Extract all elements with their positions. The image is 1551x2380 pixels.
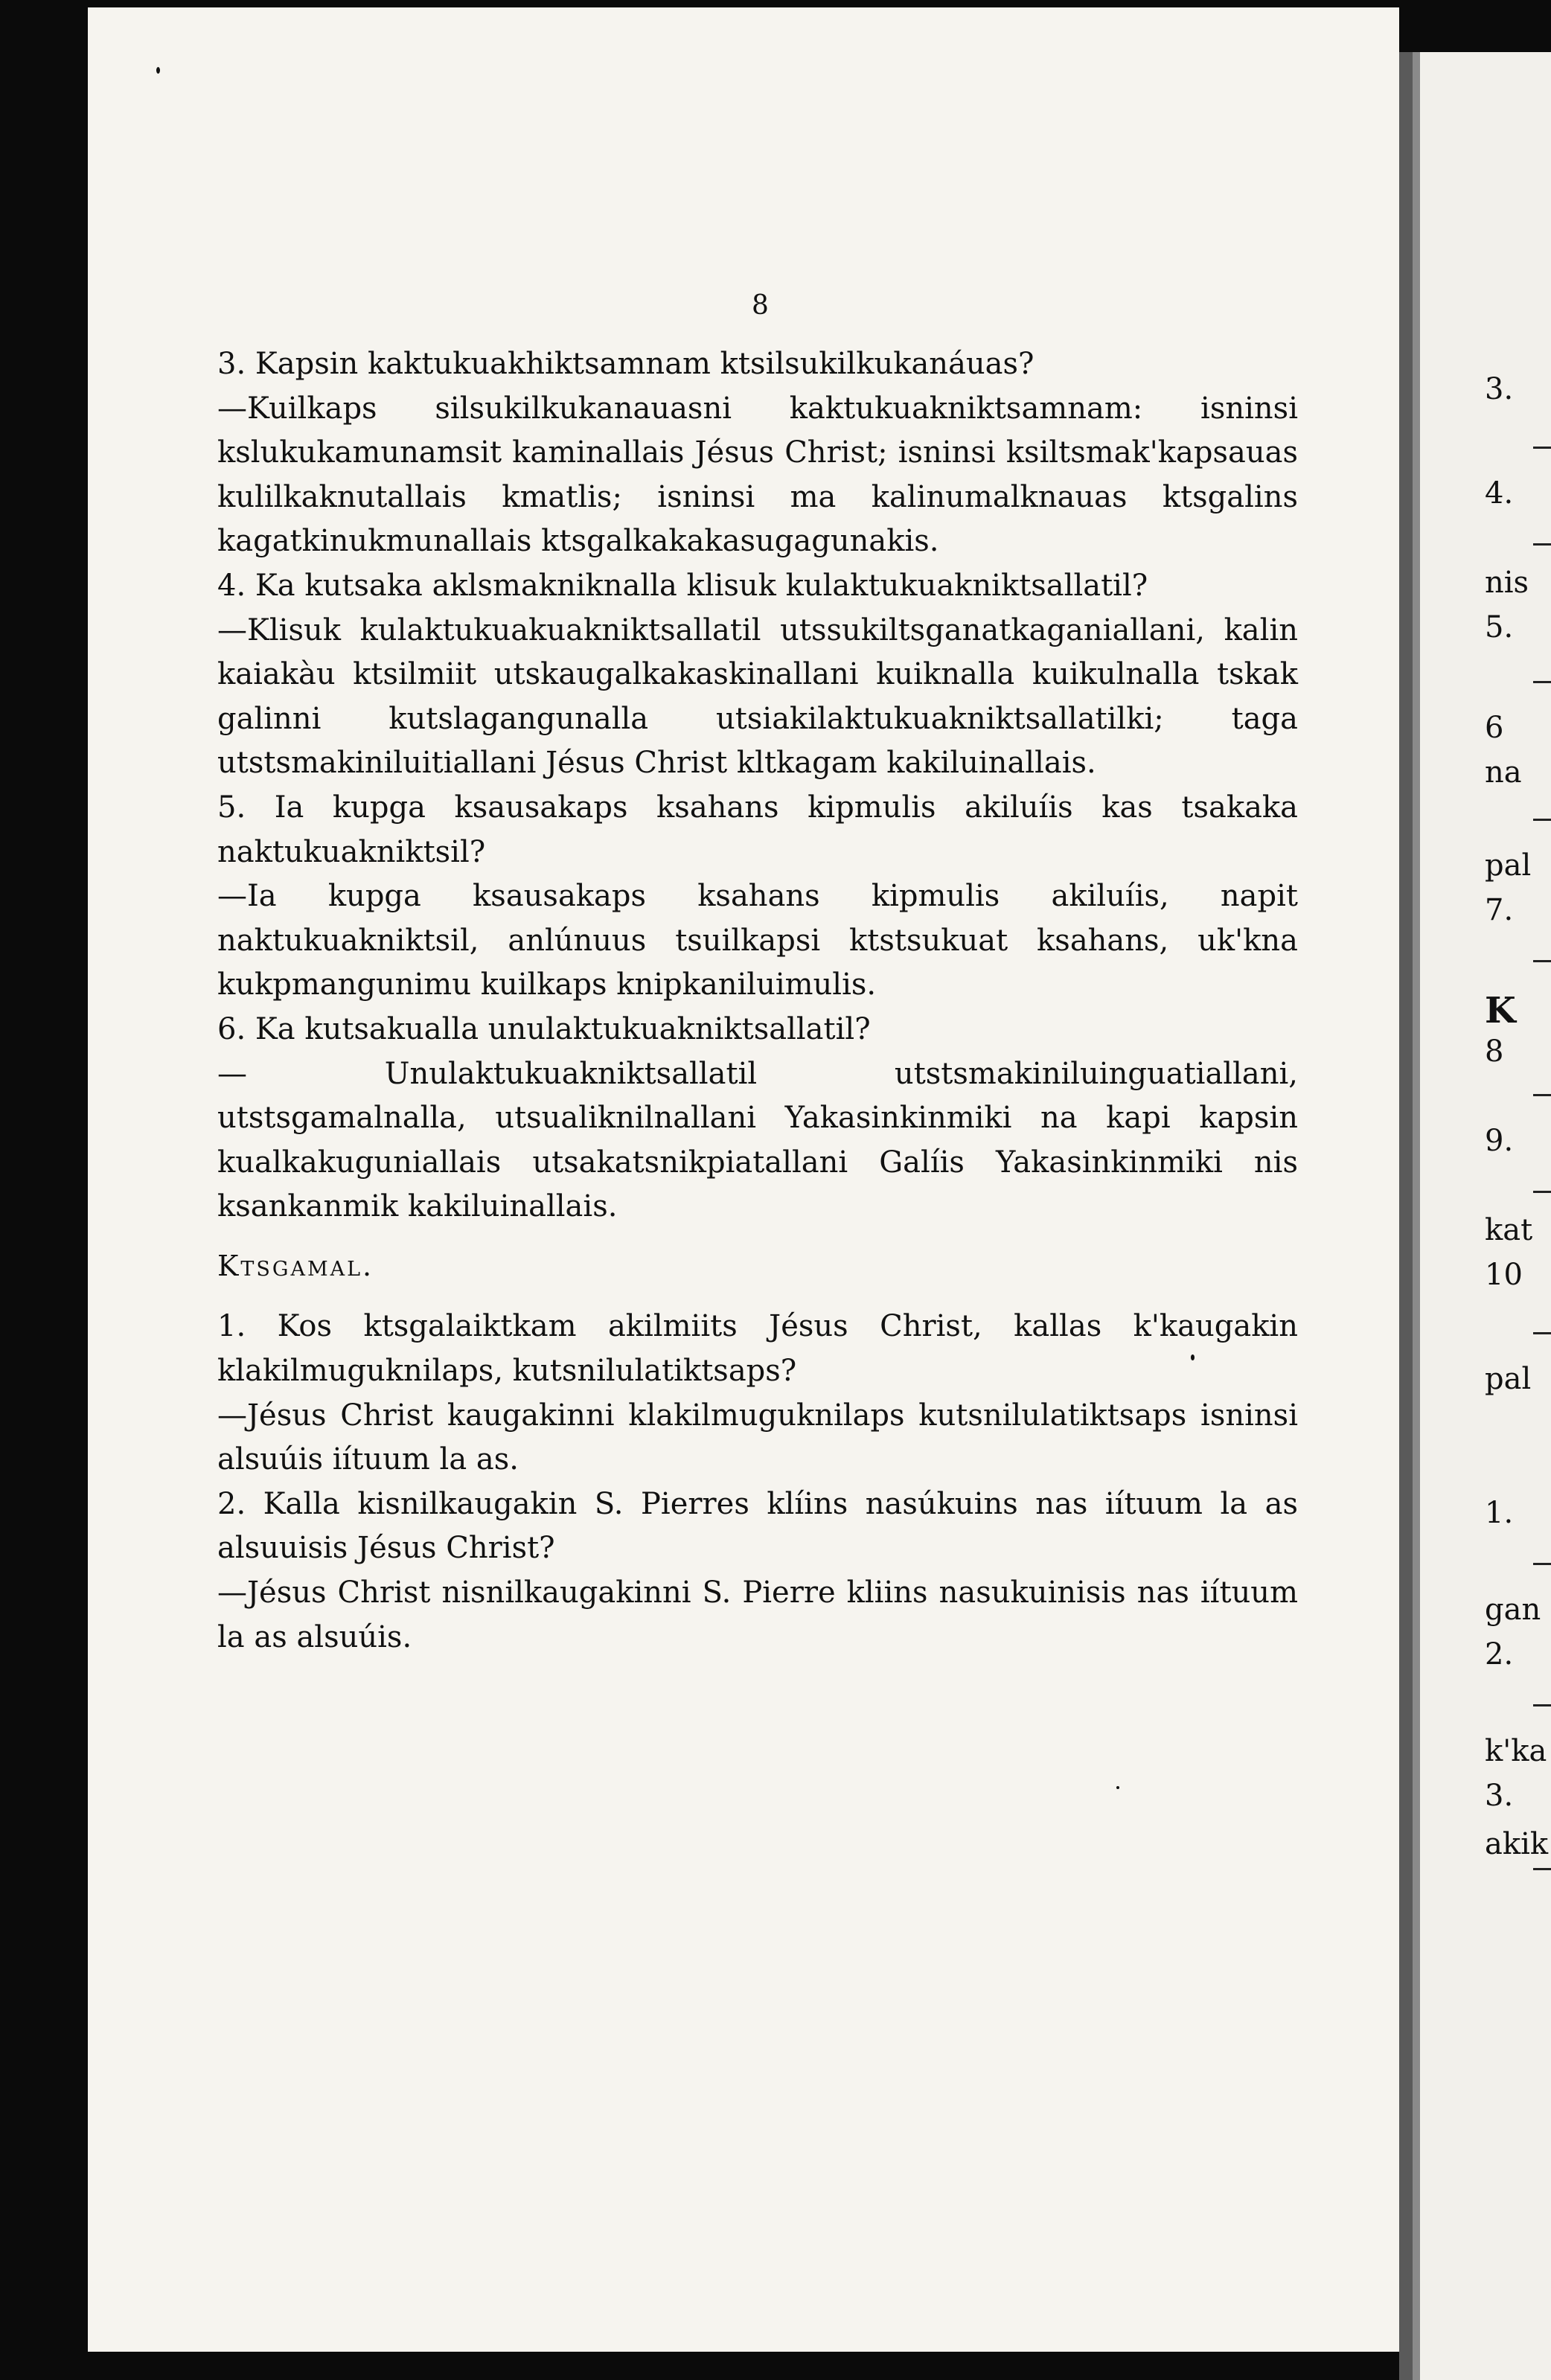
facing-fragment: akik — [1485, 1827, 1549, 1861]
facing-fragment: K — [1485, 990, 1516, 1031]
page-number: 8 — [752, 290, 769, 321]
facing-dash — [1533, 543, 1551, 546]
facing-dash — [1533, 447, 1551, 449]
page-body — [217, 342, 1298, 1660]
facing-fragment: nis — [1485, 566, 1529, 600]
section-paragraph-a2: —Jésus Christ nisnilkaugakinni S. Pierre kliins nasukuinisis nas iítuum la as alsuúis. — [217, 1576, 1298, 1654]
facing-dash — [1533, 819, 1551, 821]
paragraph-q4: 4. Ka kutsaka aklsmakniknalla klisuk kulaktukuakniktsallatil? — [217, 568, 1148, 603]
facing-fragment: na — [1485, 755, 1522, 790]
facing-fragment: 8 — [1485, 1034, 1504, 1069]
facing-fragment: 7. — [1485, 893, 1514, 927]
section-title: Ktsgamal. — [217, 1249, 374, 1282]
scan-speck — [1191, 1354, 1195, 1360]
paragraph-a4: —Klisuk kulaktukuakuakniktsallatil utssukiltsganatkaganiallani, kalin kaiakàu ktsilmiit utskaugalkakaskinallani kuiknalla kuikulnalla tskak galinni kutslagangunalla utsiakilaktukuakniktsallatilki; taga utstsmakiniluitiallani Jésus Christ kltkagam kakiluinallais. — [217, 612, 1298, 781]
facing-dash — [1533, 1191, 1551, 1193]
facing-dash — [1533, 1704, 1551, 1706]
facing-fragment: 6 — [1485, 711, 1504, 745]
book-gutter — [1399, 52, 1413, 2380]
facing-dash — [1533, 960, 1551, 962]
book-gutter-shadow — [1413, 52, 1420, 2380]
section-paragraph-q2: 2. Kalla kisnilkaugakin S. Pierres klíins nasúkuins nas iítuum la as alsuuisis Jésus Christ? — [217, 1486, 1298, 1566]
facing-dash — [1533, 1563, 1551, 1565]
paragraph-q3: 3. Kapsin kaktukuakhiktsamnam ktsilsukilkukanáuas? — [217, 347, 1034, 381]
paragraph-a5: —Ia kupga ksausakaps ksahans kipmulis akiluíis, napit naktukuakniktsil, anlúnuus tsuilkapsi ktstsukuat ksahans, uk'kna kukpmangunimu kuilkaps knipkaniluimulis. — [217, 879, 1298, 1002]
facing-fragment: 9. — [1485, 1124, 1514, 1158]
paragraph-a6: — Unulaktukuakniktsallatil utstsmakiniluinguatiallani, utstsgamalnalla, utsualiknilnallani Yakasinkinmiki na kapi kapsin kualkakuguniallais utsakatsnikpiatallani Galíis Yakasinkinmiki nis ksankanmik kakiluinallais. — [217, 1056, 1298, 1224]
facing-dash — [1533, 1868, 1551, 1870]
facing-fragment: kat — [1485, 1213, 1533, 1247]
facing-dash — [1533, 1332, 1551, 1334]
facing-dash — [1533, 681, 1551, 683]
facing-fragment: 3. — [1485, 372, 1514, 406]
facing-fragment: 3. — [1485, 1779, 1514, 1813]
facing-fragment: gan — [1485, 1593, 1541, 1627]
section-paragraph-a1: —Jésus Christ kaugakinni klakilmuguknilaps kutsnilulatiktsaps isninsi alsuúis iítuum la as. — [217, 1398, 1298, 1477]
facing-fragment: pal — [1485, 1362, 1532, 1396]
facing-fragment: 10 — [1485, 1258, 1523, 1292]
facing-fragment: k'ka — [1485, 1734, 1547, 1768]
facing-fragment: pal — [1485, 848, 1532, 883]
paragraph-q5: 5. Ia kupga ksausakaps ksahans kipmulis akiluíis kas tsakaka naktukuakniktsil? — [217, 790, 1298, 869]
scan-speck — [1116, 1786, 1119, 1789]
section-paragraph-q1: 1. Kos ktsgalaiktkam akilmiits Jésus Christ, kallas k'kaugakin klakilmuguknilaps, kutsnilulatiktsaps? — [217, 1309, 1298, 1389]
paragraph-a3: —Kuilkaps silsukilkukanauasni kaktukuakniktsamnam: isninsi kslukukamunamsit kaminallais Jésus Christ; isninsi ksiltsmak'kapsauas kulilkaknutallais kmatlis; isninsi ma kalinumalknauas ktsgalins kagatkinukmunallais ktsgalkakakasugagunakis. — [217, 391, 1298, 559]
facing-fragment: 5. — [1485, 610, 1514, 644]
scan-speck — [156, 67, 160, 74]
paragraph-q6: 6. Ka kutsakualla unulaktukuakniktsallatil? — [217, 1011, 871, 1046]
facing-fragment: 1. — [1485, 1496, 1514, 1530]
facing-fragment: 4. — [1485, 476, 1514, 511]
facing-fragment: 2. — [1485, 1637, 1514, 1672]
facing-dash — [1533, 1094, 1551, 1096]
